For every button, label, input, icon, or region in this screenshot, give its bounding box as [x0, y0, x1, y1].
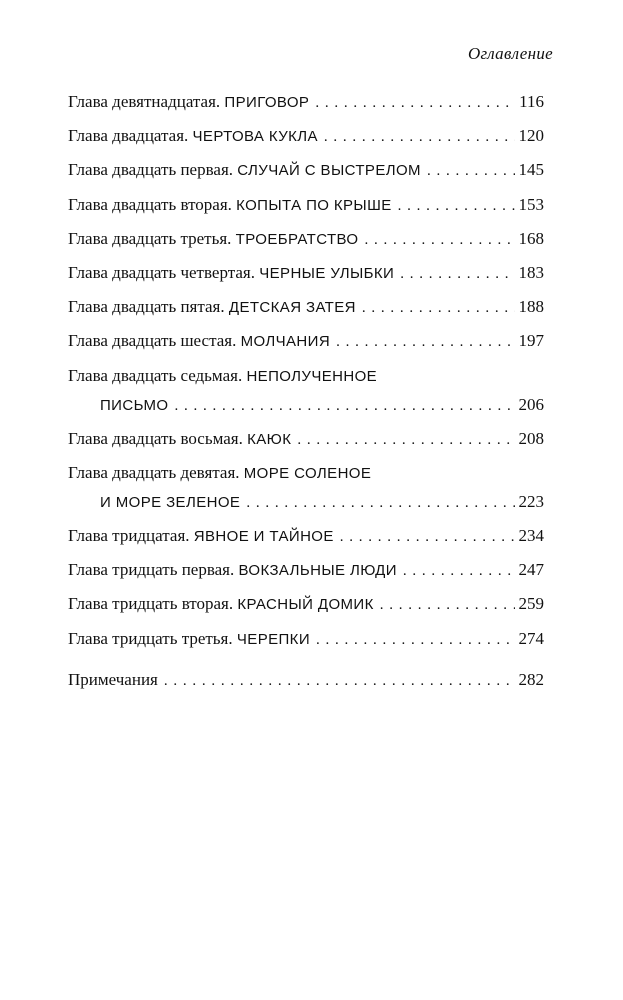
toc-entry [68, 122, 544, 151]
dot-leader [316, 626, 514, 654]
toc-entry [68, 259, 544, 288]
toc-page-number: 145 [518, 160, 544, 180]
toc-entry [68, 425, 544, 454]
running-head: Оглавление [467, 44, 553, 63]
dot-leader [315, 89, 515, 117]
toc-page-number: 247 [518, 560, 544, 580]
toc-page-number: 223 [518, 491, 544, 511]
toc-chapter-label: Глава тридцать вторая. КРАСНЫЙ ДОМИК [68, 594, 374, 614]
dot-leader [427, 157, 515, 185]
toc-chapter-label: Глава двадцать вторая. КОПЫТА ПО КРЫШЕ [68, 194, 392, 214]
dot-leader [403, 557, 515, 585]
toc-entry [68, 522, 544, 551]
toc-chapter-label: Глава тридцатая. ЯВНОЕ И ТАЙНОЕ [68, 526, 334, 546]
dot-leader [336, 328, 514, 356]
dot-leader [362, 294, 515, 322]
toc-chapter-label: Глава двадцать третья. ТРОЕБРАТСТВО [68, 228, 359, 248]
toc-entry [68, 293, 544, 322]
toc-entry [68, 362, 544, 420]
dot-leader [297, 426, 514, 454]
toc-chapter-label: Глава девятнадцатая. ПРИГОВОР [68, 92, 310, 111]
toc-chapter-label: Глава двадцать шестая. МОЛЧАНИЯ [68, 331, 331, 351]
toc-entry-continuation [68, 488, 544, 517]
toc-title-continuation: ПИСЬМО [100, 396, 169, 414]
toc-chapter-label: Глава двадцать четвертая. ЧЕРНЫЕ УЛЫБКИ [68, 262, 395, 282]
toc-page-number: 116 [519, 92, 544, 111]
toc-page-number: 274 [518, 628, 544, 648]
toc-notes-label: Примечания [68, 669, 158, 689]
toc-chapter-label: Глава двадцать девятая. МОРЕ СОЛЕНОЕ [68, 462, 372, 482]
toc-page-number: 197 [518, 331, 544, 351]
toc-entry [68, 556, 544, 585]
dot-leader [364, 226, 514, 254]
toc-entry [68, 590, 544, 619]
dot-leader [246, 489, 514, 517]
toc-title-continuation: И МОРЕ ЗЕЛЕНОЕ [100, 493, 241, 511]
toc-page-number: 208 [518, 428, 544, 448]
dot-leader [400, 260, 514, 288]
toc-chapter-label: Глава двадцатая. ЧЕРТОВА КУКЛА [68, 126, 318, 146]
toc-entry-continuation [68, 391, 544, 420]
toc-entry [68, 327, 544, 356]
dot-leader [324, 123, 515, 151]
toc-page-number: 234 [518, 526, 544, 546]
toc-page-number: 183 [518, 262, 544, 282]
toc-chapter-label: Глава двадцать первая. СЛУЧАЙ С ВЫСТРЕЛОМ [68, 160, 421, 180]
toc-chapter-label: Глава тридцать первая. ВОКЗАЛЬНЫЕ ЛЮДИ [68, 560, 397, 580]
toc-entry [68, 88, 544, 117]
toc-chapter-label: Глава тридцать третья. ЧЕРЕПКИ [68, 628, 311, 648]
toc-page-number: 282 [518, 669, 544, 689]
toc-entry [68, 191, 544, 220]
toc-chapter-label: Глава двадцать восьмая. КАЮК [68, 428, 292, 448]
toc-page-number: 188 [518, 297, 544, 317]
dot-leader [398, 192, 515, 220]
toc-page-number: 206 [518, 394, 544, 414]
toc-entry [68, 225, 544, 254]
toc-page-number: 120 [518, 126, 544, 146]
dot-leader [340, 523, 515, 551]
dot-leader [174, 392, 514, 420]
toc-entry [68, 156, 544, 185]
toc-chapter-label: Глава двадцать пятая. ДЕТСКАЯ ЗАТЕЯ [68, 297, 356, 317]
toc-page-number: 153 [518, 194, 544, 214]
toc-chapter-label: Глава двадцать седьмая. НЕПОЛУЧЕННОЕ [68, 365, 378, 385]
table-of-contents [68, 88, 544, 700]
toc-entry [68, 459, 544, 517]
dot-leader [380, 591, 515, 619]
dot-leader [164, 667, 515, 695]
toc-page-number: 168 [518, 228, 544, 248]
toc-entry-notes [68, 666, 544, 695]
toc-page-number: 259 [518, 594, 544, 614]
toc-entry [68, 625, 544, 654]
